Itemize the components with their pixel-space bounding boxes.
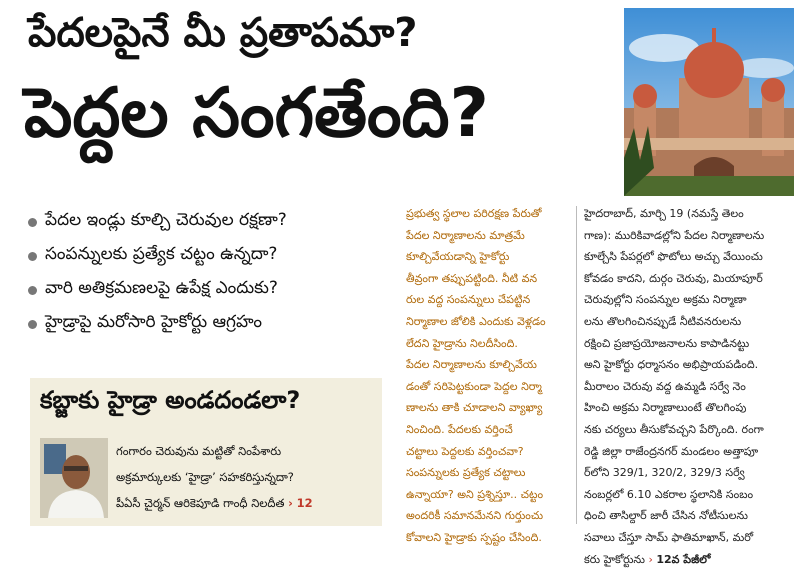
article-line-text: కరు హైకోర్టును xyxy=(584,553,645,566)
article-line: కూల్చేసి పేపర్లలో ఫొటోలు అచ్చు వేయించు xyxy=(584,246,794,268)
bullet-dot-icon xyxy=(28,218,37,227)
article-line: లేదని హైడ్రాను నిలదీసింది. xyxy=(406,333,566,355)
article-line-last xyxy=(584,549,794,570)
headline-small: పేదలపైనే మీ ప్రతాపమా? xyxy=(28,10,417,66)
high-court-photo xyxy=(624,8,794,196)
article-line: నించింది. పేదలకు వర్తించే xyxy=(406,419,566,441)
bullet-dot-icon xyxy=(28,286,37,295)
article-line: తీవ్రంగా తప్పుపట్టింది. నీటి వన xyxy=(406,268,566,290)
article-line: ప్రభుత్వ స్థలాల పరిరక్షణ పేరుతో xyxy=(406,203,566,225)
article-line: నంబర్లలో 6.10 ఎకరాల స్థలానికి సంబం xyxy=(584,484,794,506)
column-divider xyxy=(576,206,577,524)
chevron-right-icon: › xyxy=(288,496,293,510)
bullet-text: వారి అతిక్రమణలపై ఉపేక్ష ఎందుకు? xyxy=(45,278,278,302)
article-line: పేదల నిర్మాణాలను మాత్రమే xyxy=(406,225,566,247)
bullet-item xyxy=(28,307,398,341)
continued-page-link[interactable]: 12వ పేజీలో xyxy=(656,553,710,566)
related-story-line: గంగారం చెరువును మట్టితో నింపేశారు xyxy=(116,444,281,461)
related-story-line xyxy=(116,496,313,513)
bullet-dot-icon xyxy=(28,252,37,261)
article-line: కోవడం కాదని, దుర్గం చెరువు, మియాపూర్ xyxy=(584,268,794,290)
article-line: చెరువుల్లోని సంపన్నుల అక్రమ నిర్మాణా xyxy=(584,289,794,311)
article-line: ఉన్నాయా? అని ప్రశ్నిస్తూ.. చట్టం xyxy=(406,484,566,506)
chevron-right-icon: › xyxy=(648,553,652,566)
article-line: సంపన్నులకు ప్రత్యేక చట్టాలు xyxy=(406,462,566,484)
bullet-item xyxy=(28,273,398,307)
article-line: చట్టాలు పెద్దలకు వర్తించవా? xyxy=(406,441,566,463)
article-line: సవాలు చేస్తూ సామ్ ఫాతిమాఖాన్, మరో xyxy=(584,527,794,549)
article-line: హించి అక్రమ నిర్మాణాలుంటే తొలగింపు xyxy=(584,397,794,419)
article-line: డంతో సరిపెట్టకుండా పెద్దల నిర్మా xyxy=(406,376,566,398)
article-line: మీరాలం చెరువు వద్ద ఉమ్మడి సర్వే నెం xyxy=(584,376,794,398)
article-line: అని హైకోర్టు ధర్మాసనం అభిప్రాయపడింది. xyxy=(584,354,794,376)
article-line: గాణ): మురికివాడల్లోని పేదల నిర్మాణాలను xyxy=(584,225,794,247)
article-line: కోవాలని హైడ్రాకు స్పష్టం చేసింది. xyxy=(406,527,566,549)
bullet-dot-icon xyxy=(28,320,37,329)
headline-big: పెద్దల సంగతేంది? xyxy=(24,80,489,148)
article-line: రక్షించి ప్రజాప్రయోజనాలను కాపాడినట్టు xyxy=(584,333,794,355)
article-line: ణాలను తాకి చూడాలని వ్యాఖ్యా xyxy=(406,397,566,419)
bullet-item xyxy=(28,205,398,239)
article-line: రెడ్డి జిల్లా రాజేంద్రనగర్ మండలం అత్తాపూ xyxy=(584,441,794,463)
bullet-list xyxy=(28,205,398,341)
article-line: నకు చర్యలు తీసుకోవచ్చని పేర్కొంది. రంగా xyxy=(584,419,794,441)
related-story-line-text: పీఏసీ చైర్మన్ ఆరికెపూడి గాంధీ నిలదీత xyxy=(116,496,285,510)
related-story-line: అక్రమార్కులకు ‘హైడ్రా’ సహకరిస్తున్నదా? xyxy=(116,470,294,487)
article-line: ధించి తాసిల్దార్ జారీ చేసిన నోటీసులను xyxy=(584,505,794,527)
page-reference[interactable]: 12 xyxy=(297,496,313,510)
related-story-title: కబ్జాకు హైడ్రా అండదండలా? xyxy=(40,386,300,420)
article-line: రుల వద్ద సంపన్నులు చేపట్టిన xyxy=(406,289,566,311)
bullet-text: సంపన్నులకు ప్రత్యేక చట్టం ఉన్నదా? xyxy=(45,244,277,268)
article-line: పేదల నిర్మాణాలను కూల్చివేయ xyxy=(406,354,566,376)
bullet-text: హైడ్రాపై మరోసారి హైకోర్టు ఆగ్రహం xyxy=(45,312,262,336)
article-line: లను తొలగించినప్పుడే నీటివనరులను xyxy=(584,311,794,333)
article-column-right xyxy=(584,203,794,528)
related-story-box[interactable] xyxy=(30,378,382,526)
article-line: ర్‌లోని 329/1, 320/2, 329/3 సర్వే xyxy=(584,462,794,484)
article-line: అందరికీ సమానమేనని గుర్తుంచు xyxy=(406,505,566,527)
article-line: నిర్మాణాల జోలికి ఎందుకు వెళ్లడం xyxy=(406,311,566,333)
article-line: హైదరాబాద్, మార్చి 19 (నమస్తే తెలం xyxy=(584,203,794,225)
article-line: కూల్చివేయడాన్ని హైకోర్టు xyxy=(406,246,566,268)
bullet-text: పేదల ఇండ్లు కూల్చి చెరువుల రక్షణా? xyxy=(45,210,287,234)
article-column-middle xyxy=(406,203,566,528)
person-portrait xyxy=(40,438,108,518)
bullet-item xyxy=(28,239,398,273)
